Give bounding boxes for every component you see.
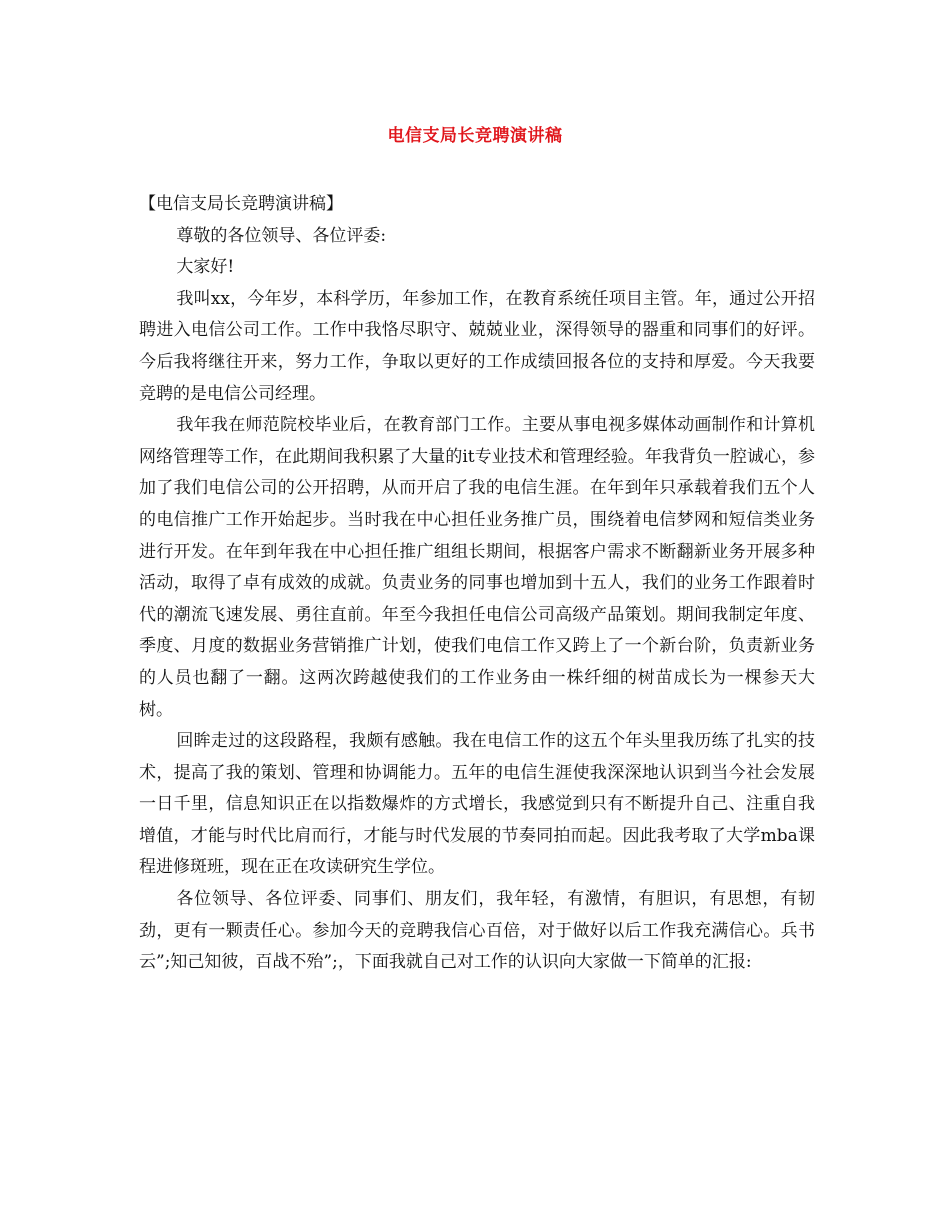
- document-title: 电信支局长竞聘演讲稿: [387, 126, 563, 146]
- document-body: [139, 189, 815, 979]
- paragraph-introduction: 我叫xx，今年岁，本科学历，年参加工作，在教育系统任项目主管。年，通过公开招聘进入电信公司工作。工作中我恪尽职守、兢兢业业，深得领导的器重和同事们的好评。今后我将继往开来，努力工作，争取以更好的工作成绩回报各位的支持和厚爱。今天我要竞聘的是电信公司经理。: [139, 288, 815, 404]
- salutation: 尊敬的各位领导、各位评委:: [176, 225, 387, 246]
- bracket-heading: 【电信支局长竞聘演讲稿】: [139, 194, 343, 214]
- greeting: 大家好!: [176, 257, 235, 278]
- paragraph-career-history: 我年我在师范院校毕业后，在教育部门工作。主要从事电视多媒体动画制作和计算机网络管理等工作，在此期间我积累了大量的it专业技术和管理经验。年我背负一腔诚心，参加了我们电信公司的公开招聘，从而开启了我的电信生涯。在年到年只承载着我们五个人的电信推广工作开始起步。当时我在中心担任业务推广员，围绕着电信梦网和短信类业务进行开发。在年到年我在中心担任推广组组长期间，根据客户需求不断翻新业务开展多种活动，取得了卓有成效的成就。负责业务的同事也增加到十五人，我们的业务工作跟着时代的潮流飞速发展、勇往直前。年至今我担任电信公司高级产品策划。期间我制定年度、季度、月度的数据业务营销推广计划，使我们电信工作又跨上了一个新台阶，负责新业务的人员也翻了一翻。这两次跨越使我们的工作业务由一株纤细的树苗成长为一棵参天大树。: [139, 415, 815, 720]
- paragraph-reflection: 回眸走过的这段路程，我颇有感触。我在电信工作的这五个年头里我历练了扎实的技术，提高了我的策划、管理和协调能力。五年的电信生涯使我深深地认识到当今社会发展一日千里，信息知识正在以指数爆炸的方式增长，我感觉到只有不断提升自己、注重自我增值，才能与时代比肩而行，才能与时代发展的节奏同拍而起。因此我考取了大学mba课程进修斑班，现在正在攻读研究生学位。: [139, 731, 815, 878]
- paragraph-confidence: 各位领导、各位评委、同事们、朋友们，我年轻，有激情，有胆识，有思想，有韧劲，更有一颗责任心。参加今天的竞聘我信心百倍，对于做好以后工作我充满信心。兵书云”;知己知彼，百战不殆”;，下面我就自己对工作的认识向大家做一下简单的汇报:: [139, 889, 815, 973]
